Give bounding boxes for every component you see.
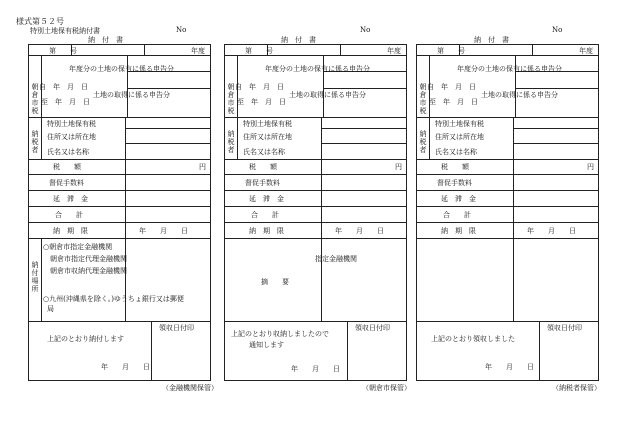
- city-tax-vertical-label: 朝倉市税: [227, 83, 235, 115]
- no-label: No: [360, 26, 371, 34]
- designated-bank-label: 指定金融機関: [315, 255, 357, 263]
- late-fee-label: 延 滞 金: [53, 195, 88, 203]
- tax-amount-label: 税 額: [53, 163, 81, 171]
- tax-amount-label: 税 額: [441, 163, 469, 171]
- doc-label: 納 付 書: [281, 36, 316, 44]
- row-divider: [29, 321, 210, 322]
- address-label: 住所又は所在地: [435, 133, 484, 141]
- row-divider: [321, 128, 406, 129]
- footer-keeper-taxpayer: （納税者保管）: [552, 384, 601, 392]
- deadline-date: 年 月 日: [139, 227, 188, 235]
- row-divider: [29, 117, 210, 118]
- row-divider: [417, 206, 598, 207]
- row-divider: [29, 206, 210, 207]
- to-date: 至 年 月 日: [41, 98, 90, 106]
- statement-text: 上記のとおり領収しました: [431, 335, 515, 343]
- dunning-fee-label: 督促手数料: [245, 179, 280, 187]
- post-bank-line2: 局: [47, 305, 54, 313]
- city-tax-vertical-label: 朝倉市税: [419, 83, 427, 115]
- yen-unit: 円: [587, 163, 594, 171]
- from-date: 自 年 月 日: [427, 83, 476, 91]
- total-label: 合 計: [443, 211, 471, 219]
- row-divider: [417, 321, 598, 322]
- name-label: 氏名又は名称: [435, 148, 477, 156]
- row-divider: [417, 190, 598, 191]
- number-label: 第 号: [245, 47, 273, 55]
- row-divider: [225, 238, 406, 239]
- from-date: 自 年 月 日: [39, 83, 88, 91]
- row-divider: [125, 143, 210, 144]
- row-divider: [417, 117, 598, 118]
- summary-label: 摘 要: [261, 278, 289, 286]
- column-divider: [429, 55, 430, 159]
- column-divider: [144, 45, 145, 55]
- row-divider: [29, 238, 210, 239]
- dunning-fee-label: 督促手数料: [49, 179, 84, 187]
- name-label: 氏名又は名称: [47, 148, 89, 156]
- to-date: 至 年 月 日: [429, 98, 478, 106]
- column-divider: [513, 117, 514, 321]
- statement-date: 年 月 日: [101, 363, 150, 371]
- payment-place-item: 朝倉市指定代理金融機関: [43, 255, 127, 263]
- address-label: 住所又は所在地: [47, 133, 96, 141]
- deadline-date: 年 月 日: [335, 227, 384, 235]
- yen-unit: 円: [395, 163, 402, 171]
- deadline-label: 納 期 限: [441, 227, 476, 235]
- row-divider: [29, 190, 210, 191]
- deadline-label: 納 期 限: [249, 227, 284, 235]
- receipt-stamp-label: 領収日付印: [355, 324, 390, 332]
- statement-line1: 上記のとおり収納しましたので: [231, 330, 329, 338]
- holding-return-label: 年度分の土地の保有に係る申告分: [457, 65, 562, 73]
- payment-place-item: 朝倉市収納代理金融機関: [43, 267, 127, 275]
- taxpayer-vertical-label: 納税者: [419, 130, 427, 154]
- column-divider: [41, 238, 42, 321]
- total-label: 合 計: [251, 211, 279, 219]
- total-label: 合 計: [55, 211, 83, 219]
- deadline-date: 年 月 日: [527, 227, 576, 235]
- from-date: 自 年 月 日: [235, 83, 284, 91]
- row-divider: [29, 55, 210, 56]
- column-divider: [41, 55, 42, 159]
- row-divider: [417, 159, 598, 160]
- number-label: 第 号: [49, 47, 77, 55]
- city-tax-vertical-label: 朝倉市税: [31, 83, 39, 115]
- row-divider: [225, 222, 406, 223]
- statement-line2: 通知します: [249, 341, 284, 349]
- row-divider: [225, 190, 406, 191]
- statement-text: 上記のとおり納付します: [47, 335, 124, 343]
- column-divider: [539, 321, 540, 381]
- row-divider: [29, 159, 210, 160]
- late-fee-label: 延 滞 金: [249, 195, 284, 203]
- row-divider: [125, 128, 210, 129]
- form-title: 特別土地保有税納付書: [30, 27, 100, 35]
- payment-place-vertical-label: 納付場所: [31, 261, 39, 293]
- dunning-fee-label: 督促手数料: [437, 179, 472, 187]
- tax-name-label: 特別土地保有税: [47, 120, 96, 128]
- doc-label: 納 付 書: [88, 36, 123, 44]
- footer-keeper-financial: （金融機関保管）: [162, 384, 218, 392]
- row-divider: [323, 88, 406, 89]
- row-divider: [417, 222, 598, 223]
- row-divider: [225, 321, 406, 322]
- taxpayer-vertical-label: 納税者: [31, 130, 39, 154]
- late-fee-label: 延 滞 金: [441, 195, 476, 203]
- row-divider: [321, 143, 406, 144]
- column-divider: [151, 321, 152, 381]
- statement-date: 年 月 日: [291, 365, 340, 373]
- receipt-taxpayer-copy: [416, 44, 599, 381]
- receipt-stamp-label: 領収日付印: [159, 324, 194, 332]
- column-divider: [321, 117, 322, 321]
- year-label: 年度: [579, 47, 593, 55]
- address-label: 住所又は所在地: [243, 133, 292, 141]
- row-divider: [29, 222, 210, 223]
- column-divider: [347, 321, 348, 381]
- receipt-stamp-label: 領収日付印: [547, 324, 582, 332]
- footer-keeper-city: （朝倉市保管）: [362, 384, 411, 392]
- number-label: 第 号: [437, 47, 465, 55]
- acquisition-return-label: 土地の取得に係る申告分: [289, 91, 366, 99]
- row-divider: [515, 88, 598, 89]
- year-label: 年度: [191, 47, 205, 55]
- taxpayer-vertical-label: 納税者: [227, 130, 235, 154]
- row-divider: [417, 55, 598, 56]
- row-divider: [513, 143, 598, 144]
- yen-unit: 円: [199, 163, 206, 171]
- statement-date: 年 月 日: [485, 363, 534, 371]
- acquisition-return-label: 土地の取得に係る申告分: [93, 91, 170, 99]
- doc-label: 納 付 書: [474, 36, 509, 44]
- acquisition-return-label: 土地の取得に係る申告分: [481, 91, 558, 99]
- form-number: 様式第５２号: [16, 17, 64, 26]
- row-divider: [225, 117, 406, 118]
- payment-slip-financial-copy: [28, 44, 211, 381]
- column-divider: [237, 55, 238, 159]
- payment-place-item: ○朝倉市指定金融機関: [43, 243, 113, 251]
- to-date: 至 年 月 日: [237, 98, 286, 106]
- post-bank-line1: ○九州(沖縄県を除く。)ゆうちょ銀行又は郵便: [43, 295, 184, 303]
- row-divider: [417, 174, 598, 175]
- no-label: No: [552, 26, 563, 34]
- year-label: 年度: [387, 47, 401, 55]
- column-divider: [125, 117, 126, 321]
- row-divider: [417, 238, 598, 239]
- no-label: No: [176, 26, 187, 34]
- row-divider: [225, 159, 406, 160]
- row-divider: [225, 174, 406, 175]
- row-divider: [127, 88, 210, 89]
- row-divider: [225, 55, 406, 56]
- row-divider: [29, 174, 210, 175]
- row-divider: [513, 128, 598, 129]
- tax-name-label: 特別土地保有税: [435, 120, 484, 128]
- column-divider: [532, 45, 533, 55]
- tax-name-label: 特別土地保有税: [243, 120, 292, 128]
- deadline-label: 納 期 限: [53, 227, 88, 235]
- row-divider: [225, 206, 406, 207]
- payment-notice-city-copy: [224, 44, 407, 381]
- tax-amount-label: 税 額: [249, 163, 277, 171]
- holding-return-label: 年度分の土地の保有に係る申告分: [69, 65, 174, 73]
- column-divider: [340, 45, 341, 55]
- name-label: 氏名又は名称: [243, 148, 285, 156]
- holding-return-label: 年度分の土地の保有に係る申告分: [265, 65, 370, 73]
